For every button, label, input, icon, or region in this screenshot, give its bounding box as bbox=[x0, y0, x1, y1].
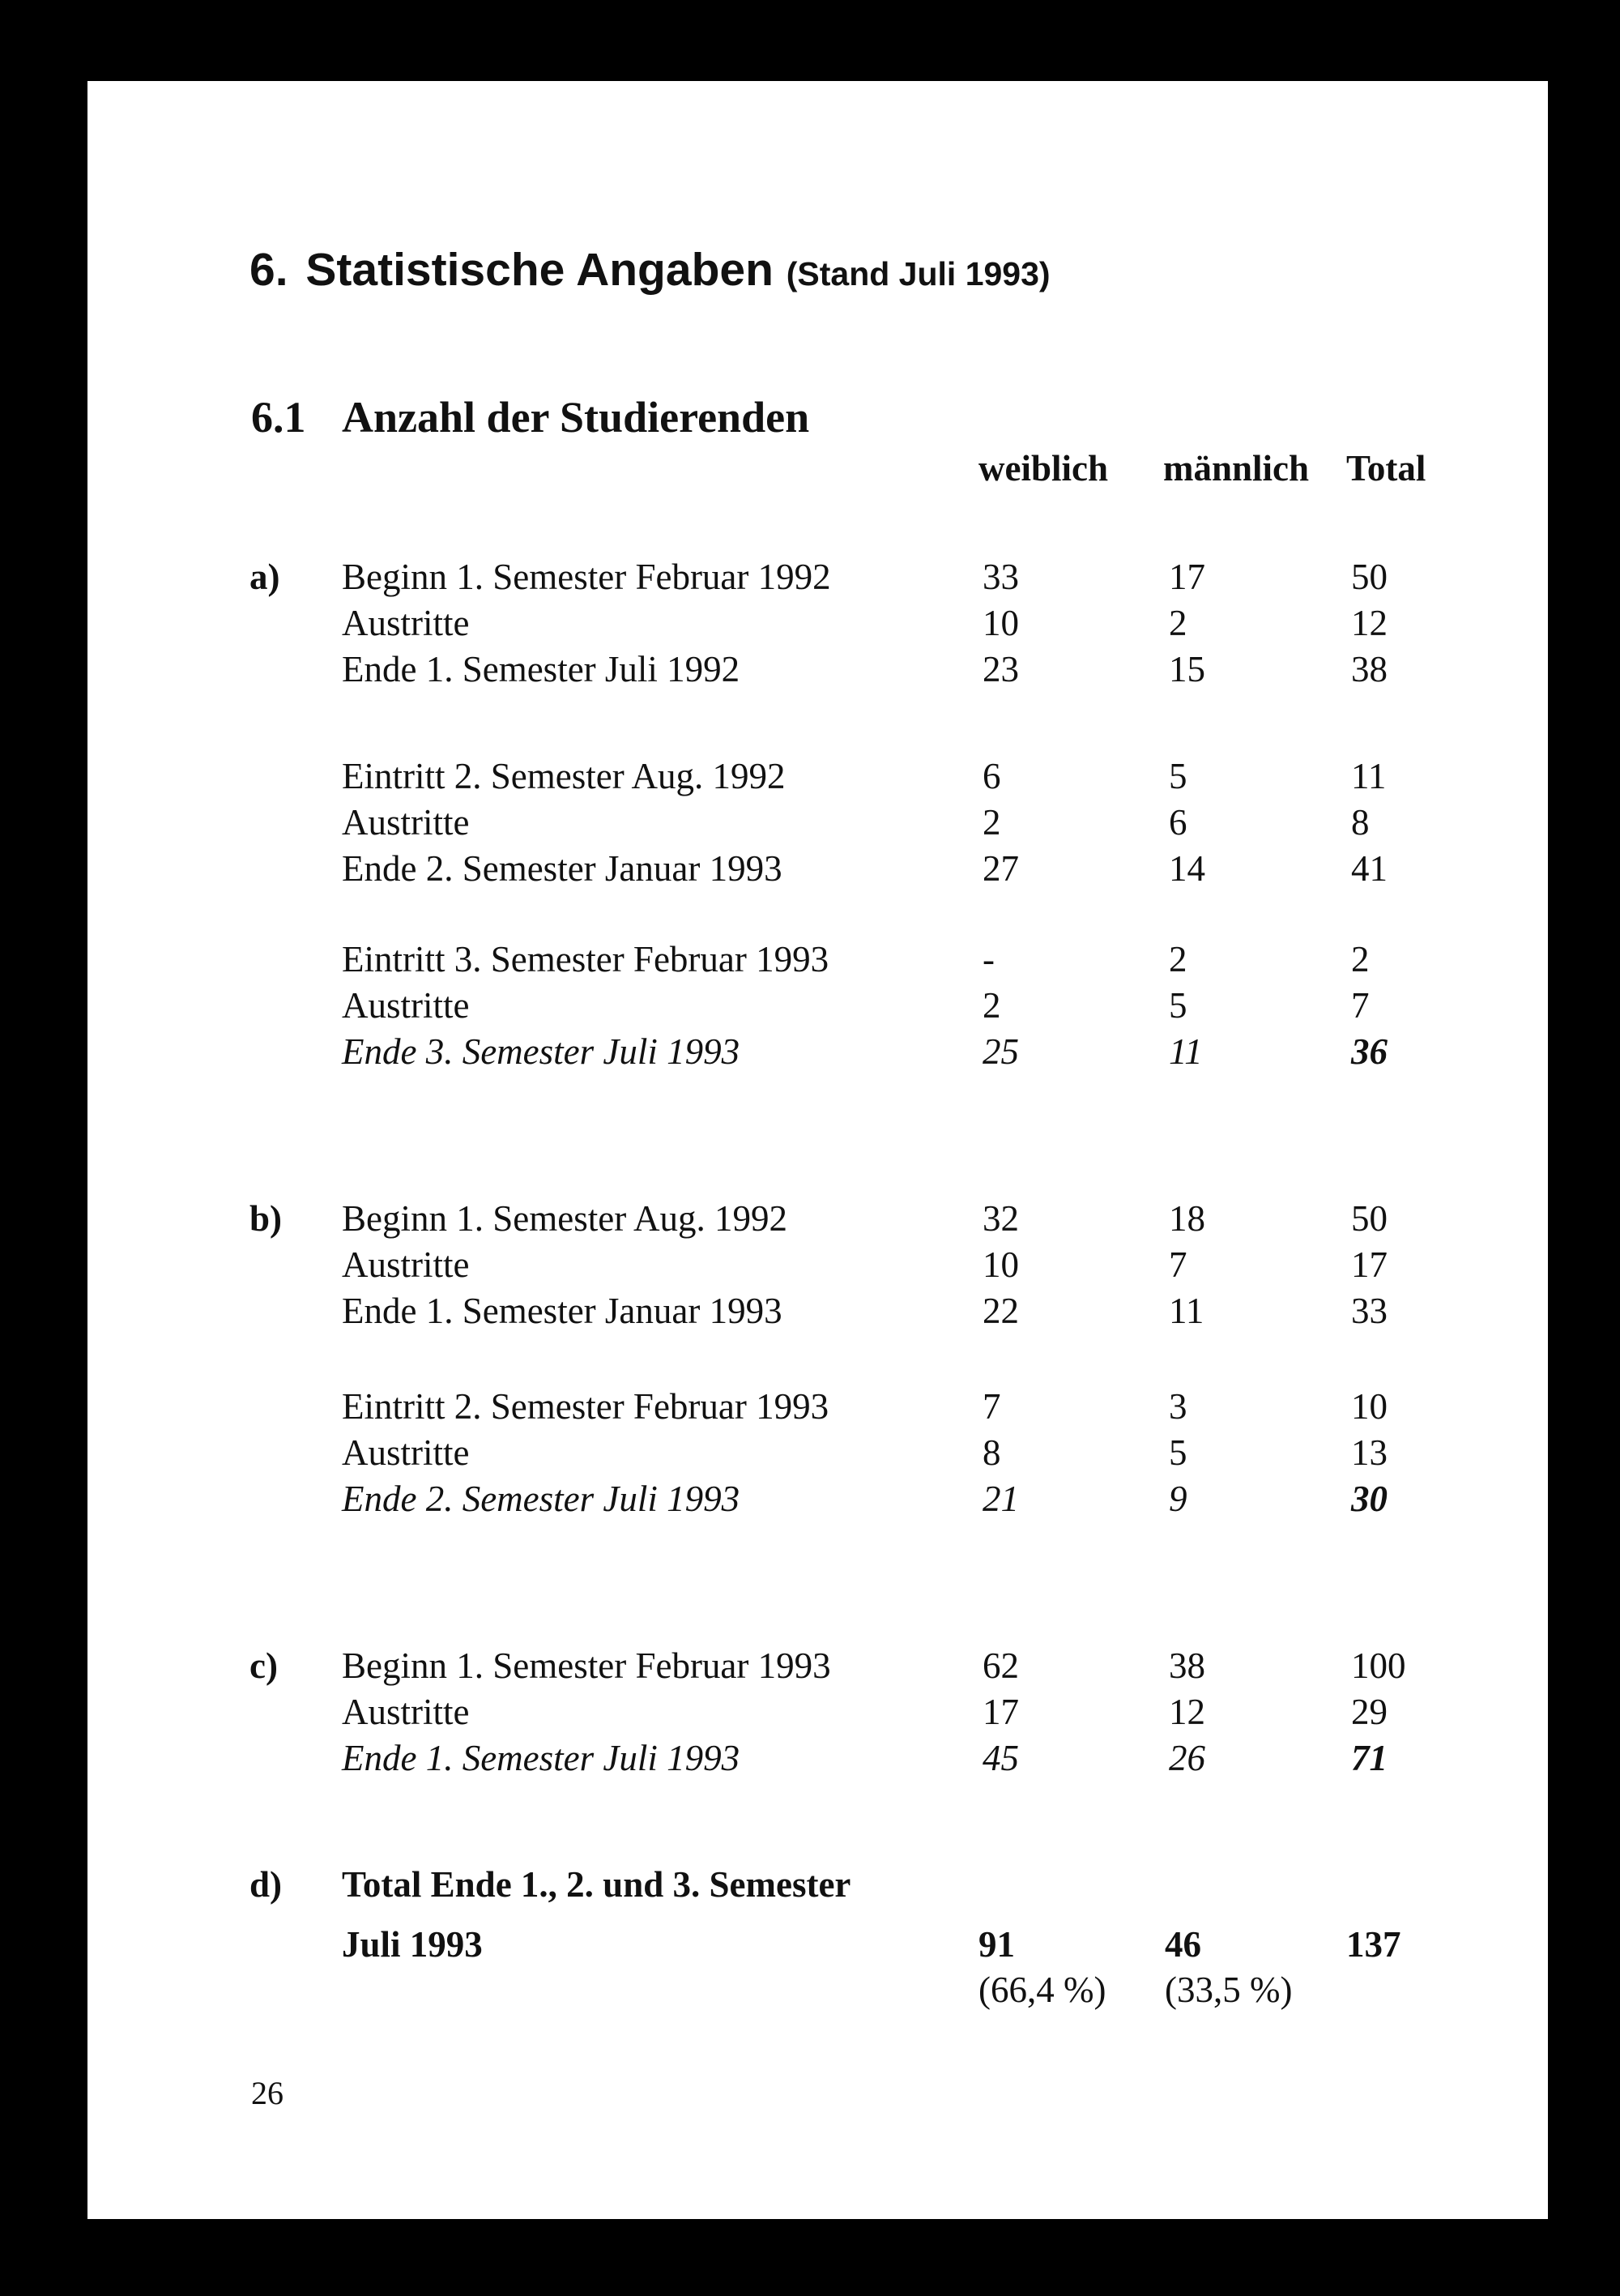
row-male: 2 bbox=[1169, 939, 1187, 979]
row-description: Ende 1. Semester Juli 1992 bbox=[342, 649, 740, 689]
row-male: 5 bbox=[1169, 1432, 1187, 1473]
total-overall: 137 bbox=[1346, 1924, 1401, 1965]
row-female: 8 bbox=[983, 1432, 1001, 1473]
row-total: 11 bbox=[1351, 756, 1387, 796]
row-male: 14 bbox=[1169, 848, 1205, 889]
row-female: 33 bbox=[983, 557, 1019, 597]
row-male: 6 bbox=[1169, 802, 1187, 843]
row-total: 30 bbox=[1351, 1479, 1388, 1519]
row-male: 18 bbox=[1169, 1198, 1205, 1239]
total-female-percent: (66,4 %) bbox=[978, 1970, 1106, 2010]
row-total: 71 bbox=[1351, 1738, 1388, 1778]
row-description: Beginn 1. Semester Februar 1993 bbox=[342, 1645, 831, 1686]
row-male: 17 bbox=[1169, 557, 1205, 597]
row-description: Austritte bbox=[342, 1432, 470, 1473]
row-total: 36 bbox=[1351, 1031, 1388, 1072]
row-description: Austritte bbox=[342, 1692, 470, 1732]
row-female: 10 bbox=[983, 603, 1019, 643]
row-female: 23 bbox=[983, 649, 1019, 689]
row-description: Austritte bbox=[342, 1244, 470, 1285]
row-female: 21 bbox=[983, 1479, 1019, 1519]
total-line-2: Juli 1993 bbox=[342, 1924, 483, 1965]
column-header-total: Total bbox=[1346, 448, 1426, 489]
heading-subtitle: (Stand Juli 1993) bbox=[786, 255, 1051, 292]
row-total: 17 bbox=[1351, 1244, 1388, 1285]
row-total: 38 bbox=[1351, 649, 1388, 689]
column-header-male: männlich bbox=[1163, 448, 1310, 489]
row-female: 6 bbox=[983, 756, 1001, 796]
row-female: 25 bbox=[983, 1031, 1019, 1072]
section-label-b: b) bbox=[249, 1198, 283, 1239]
row-description: Eintritt 3. Semester Februar 1993 bbox=[342, 939, 829, 979]
row-total: 50 bbox=[1351, 557, 1388, 597]
row-description: Eintritt 2. Semester Februar 1993 bbox=[342, 1386, 829, 1427]
row-male: 12 bbox=[1169, 1692, 1205, 1732]
row-total: 33 bbox=[1351, 1291, 1388, 1331]
total-male: 46 bbox=[1165, 1924, 1201, 1965]
page-number: 26 bbox=[251, 2075, 284, 2111]
row-total: 29 bbox=[1351, 1692, 1388, 1732]
row-total: 12 bbox=[1351, 603, 1388, 643]
row-total: 8 bbox=[1351, 802, 1370, 843]
row-description: Ende 2. Semester Juli 1993 bbox=[342, 1479, 740, 1519]
row-male: 7 bbox=[1169, 1244, 1187, 1285]
row-description: Beginn 1. Semester Februar 1992 bbox=[342, 557, 831, 597]
row-female: 62 bbox=[983, 1645, 1019, 1686]
column-header-female: weiblich bbox=[978, 448, 1109, 489]
row-male: 3 bbox=[1169, 1386, 1187, 1427]
total-female: 91 bbox=[978, 1924, 1015, 1965]
row-male: 5 bbox=[1169, 985, 1187, 1026]
row-description: Ende 1. Semester Januar 1993 bbox=[342, 1291, 782, 1331]
row-male: 38 bbox=[1169, 1645, 1205, 1686]
row-total: 50 bbox=[1351, 1198, 1388, 1239]
row-female: - bbox=[983, 939, 995, 979]
section-label-c: c) bbox=[249, 1645, 278, 1686]
row-female: 7 bbox=[983, 1386, 1001, 1427]
heading-title: Statistische Angaben bbox=[305, 244, 774, 296]
row-male: 5 bbox=[1169, 756, 1187, 796]
row-female: 22 bbox=[983, 1291, 1019, 1331]
row-description: Eintritt 2. Semester Aug. 1992 bbox=[342, 756, 786, 796]
row-total: 7 bbox=[1351, 985, 1370, 1026]
row-total: 41 bbox=[1351, 848, 1388, 889]
row-description: Ende 1. Semester Juli 1993 bbox=[342, 1738, 740, 1778]
heading-number: 6. bbox=[249, 244, 288, 296]
row-description: Austritte bbox=[342, 603, 470, 643]
row-female: 10 bbox=[983, 1244, 1019, 1285]
row-male: 11 bbox=[1169, 1291, 1204, 1331]
row-total: 13 bbox=[1351, 1432, 1388, 1473]
row-total: 2 bbox=[1351, 939, 1370, 979]
row-female: 45 bbox=[983, 1738, 1019, 1778]
document-page bbox=[87, 81, 1548, 2219]
row-female: 2 bbox=[983, 985, 1001, 1026]
row-female: 2 bbox=[983, 802, 1001, 843]
subheading-number: 6.1 bbox=[251, 393, 306, 442]
section-label-d: d) bbox=[249, 1864, 283, 1905]
subheading-title: Anzahl der Studierenden bbox=[342, 393, 810, 442]
row-description: Ende 3. Semester Juli 1993 bbox=[342, 1031, 740, 1072]
row-total: 10 bbox=[1351, 1386, 1388, 1427]
row-male: 26 bbox=[1169, 1738, 1205, 1778]
row-male: 15 bbox=[1169, 649, 1205, 689]
row-male: 9 bbox=[1169, 1479, 1187, 1519]
row-male: 2 bbox=[1169, 603, 1187, 643]
row-male: 11 bbox=[1169, 1031, 1203, 1072]
section-label-a: a) bbox=[249, 557, 280, 597]
section-heading bbox=[249, 243, 1051, 297]
row-description: Austritte bbox=[342, 985, 470, 1026]
row-female: 32 bbox=[983, 1198, 1019, 1239]
row-description: Austritte bbox=[342, 802, 470, 843]
total-male-percent: (33,5 %) bbox=[1165, 1970, 1293, 2010]
row-description: Ende 2. Semester Januar 1993 bbox=[342, 848, 782, 889]
row-description: Beginn 1. Semester Aug. 1992 bbox=[342, 1198, 787, 1239]
row-female: 17 bbox=[983, 1692, 1019, 1732]
row-total: 100 bbox=[1351, 1645, 1406, 1686]
total-line-1: Total Ende 1., 2. und 3. Semester bbox=[342, 1864, 851, 1905]
row-female: 27 bbox=[983, 848, 1019, 889]
